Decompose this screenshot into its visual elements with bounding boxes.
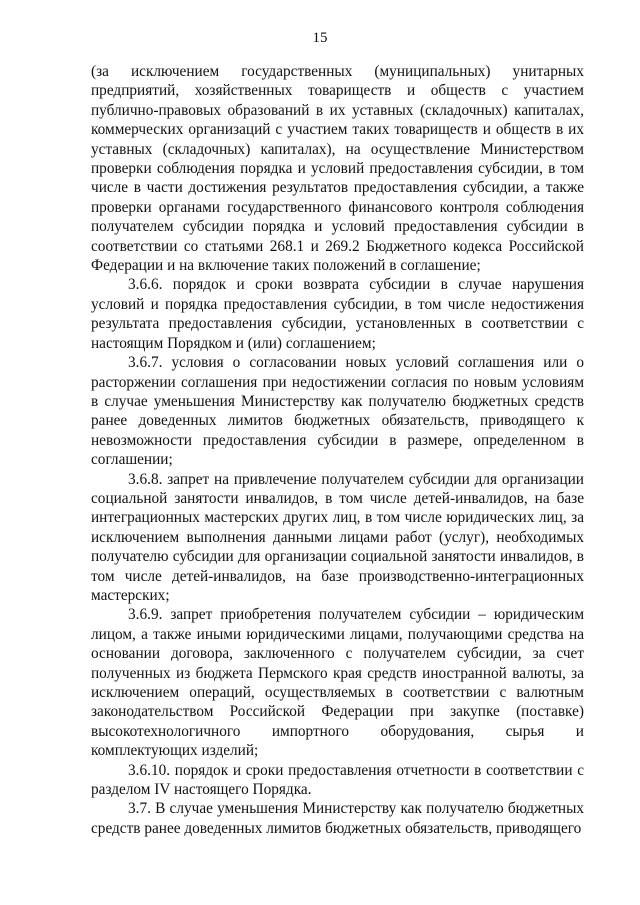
paragraph-3-6-10: 3.6.10. порядок и сроки предоставления отчетности в соответствии с разделом IV настоящего Порядка. — [91, 761, 584, 799]
paragraph-3-6-8: 3.6.8. запрет на привлечение получателем субсидии для организации социальной занятости инвалидов, в том числе детей-инвалидов, на базе интеграционных мастерских других лиц, в том числе юридических лиц, за исключением выполнения данными лицами работ (услуг), необходимых получателю субсидии для организации социальной занятости инвалидов, в том числе детей-инвалидов, на базе производственно-интеграционных мастерских; — [91, 470, 584, 604]
paragraph-3-7: 3.7. В случае уменьшения Министерству как получателю бюджетных средств ранее доведенных лимитов бюджетных обязательств, приводящего — [91, 800, 584, 837]
document-body — [91, 62, 584, 838]
paragraph-3-6-9: 3.6.9. запрет приобретения получателем субсидии – юридическим лицом, а также иными юридическими лицами, получающими средства на основании договора, заключенного с получателем субсидии, за счет полученных из бюджета Пермского края средств иностранной валюты, за исключением операций, осуществляемых в соответствии с валютным законодательством Российской Федерации при закупке (поставке) высокотехнологичного импортного оборудования, сырья и комплектующих изделий; — [91, 606, 584, 760]
paragraph-continuation: (за исключением государственных (муниципальных) унитарных предприятий, хозяйственных товариществ и обществ с участием публично-правовых образований в их уставных (складочных) капиталах, коммерческих организаций с участием таких товариществ и обществ в их уставных (складочных) капиталах), на осуществление Министерством проверки соблюдения порядка и условий предоставления субсидии, в том числе в части достижения результатов предоставления субсидии, а также проверки органами государственного финансового контроля соблюдения получателем субсидии порядка и условий предоставления субсидии в соответствии со статьями 268.1 и 269.2 Бюджетного кодекса Российской Федерации и на включение таких положений в соглашение; — [91, 63, 584, 275]
paragraph-3-6-7: 3.6.7. условия о согласовании новых условий соглашения или о расторжении соглашения при недостижении согласия по новым условиям в случае уменьшения Министерству как получателю бюджетных средств ранее доведенных лимитов бюджетных обязательств, приводящего к невозможности предоставления субсидии в размере, определенном в соглашении; — [91, 354, 584, 469]
paragraph-3-6-6: 3.6.6. порядок и сроки возврата субсидии в случае нарушения условий и порядка предоставления субсидии, в том числе недостижения результата предоставления субсидии, установленных в соответствии с настоящим Порядком и (или) соглашением; — [91, 276, 584, 352]
page-number: 15 — [312, 30, 328, 46]
